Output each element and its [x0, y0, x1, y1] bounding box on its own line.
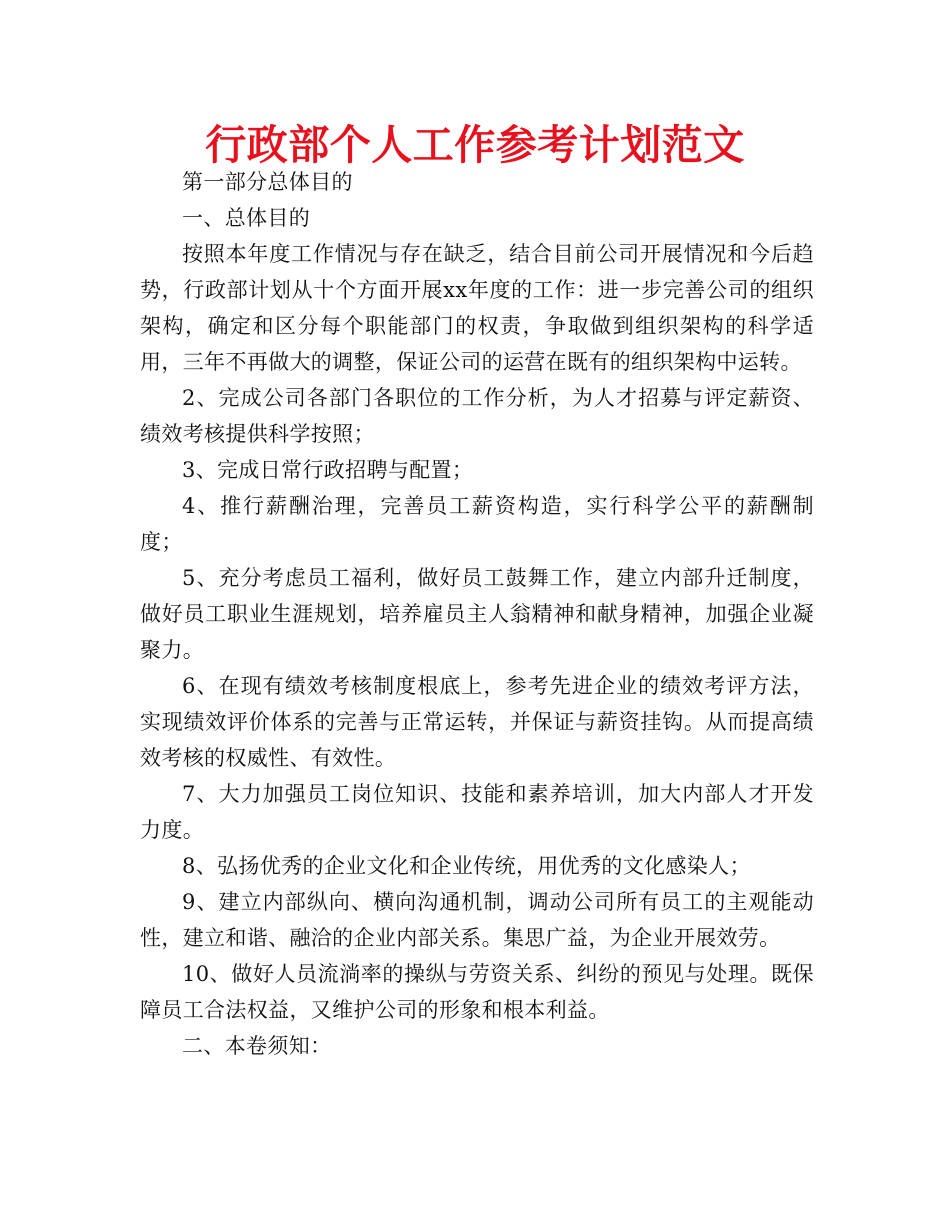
paragraph-item-7: 7、大力加强员工岗位知识、技能和素养培训，加大内部人才开发力度。 — [140, 782, 814, 842]
paragraph-item-5: 5、充分考虑员工福利，做好员工鼓舞工作，建立内部升迁制度，做好员工职业生涯规划，培养雇员主人翁精神和献身精神，加强企业凝聚力。 — [140, 566, 814, 662]
document-body — [140, 164, 814, 1064]
paragraph-item-2: 2、完成公司各部门各职位的工作分析，为人才招募与评定薪资、绩效考核提供科学按照； — [140, 386, 814, 446]
section-heading-notes: 二、本卷须知： — [182, 1034, 332, 1058]
paragraph-item-3: 3、完成日常行政招聘与配置； — [182, 458, 474, 482]
paragraph-item-6: 6、在现有绩效考核制度根底上，参考先进企业的绩效考评方法，实现绩效评价体系的完善与正常运转，并保证与薪资挂钩。从而提高绩效考核的权威性、有效性。 — [140, 674, 814, 770]
section-heading-overall-goal: 一、总体目的 — [182, 206, 311, 230]
paragraph-item-10: 10、做好人员流淌率的操纵与劳资关系、纠纷的预见与处理。既保障员工合法权益，又维护公司的形象和根本利益。 — [140, 962, 814, 1022]
paragraph-item-1: 按照本年度工作情况与存在缺乏，结合目前公司开展情况和今后趋势，行政部计划从十个方面开展xx年度的工作：进一步完善公司的组织架构，确定和区分每个职能部门的权责，争取做到组织架构的科学适用，三年不再做大的调整，保证公司的运营在既有的组织架构中运转。 — [140, 242, 814, 374]
page-title: 行政部个人工作参考计划范文 — [205, 121, 745, 169]
paragraph-item-9: 9、建立内部纵向、横向沟通机制，调动公司所有员工的主观能动性，建立和谐、融洽的企业内部关系。集思广益，为企业开展效劳。 — [140, 890, 814, 950]
paragraph-item-8: 8、弘扬优秀的企业文化和企业传统，用优秀的文化感染人； — [182, 854, 751, 878]
section-heading-part-one: 第一部分总体目的 — [182, 170, 353, 194]
paragraph-item-4: 4、推行薪酬治理，完善员工薪资构造，实行科学公平的薪酬制度； — [140, 494, 814, 554]
